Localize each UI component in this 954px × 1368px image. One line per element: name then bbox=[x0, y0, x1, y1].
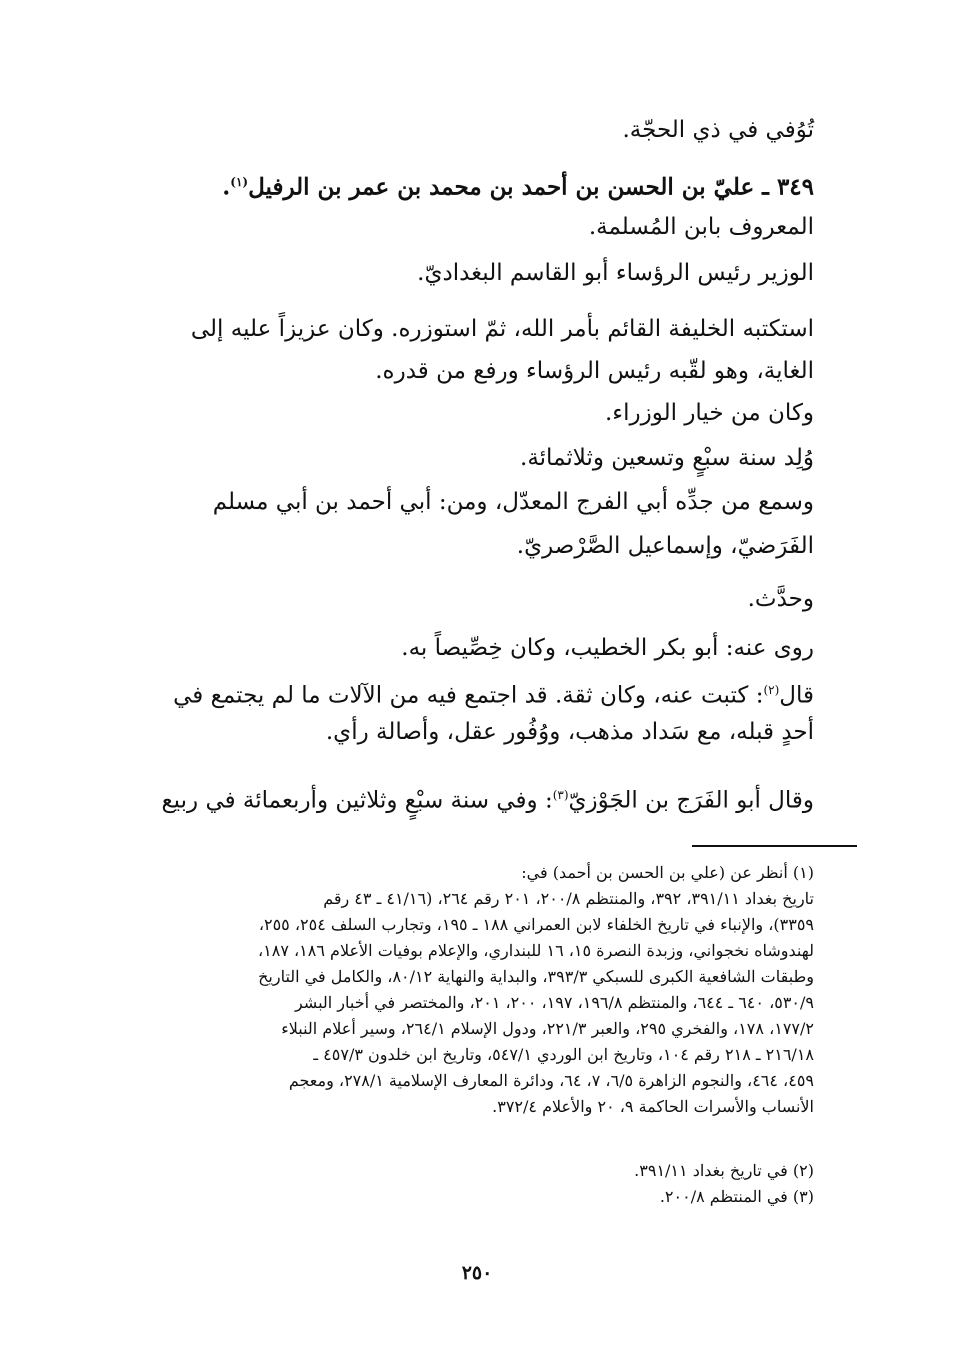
footnote-1-line-4: لهندوشاه نخجواني، وزبدة النصرة ١٥، ١٦ للبنداري، والإعلام بوفيات الأعلام ١٨٦، ١٨٧، bbox=[257, 941, 814, 960]
text-line-5: استكتبه الخليفة القائم بأمر الله، ثمّ استوزره. وكان عزيزاً عليه إلى bbox=[190, 316, 814, 342]
footnote-1-line-6: ٥٣٠/٩، ٦٤٠ ـ ٦٤٤، والمنتظم ١٩٦/٨، ١٩٧، ٢٠٠، ٢٠١، والمختصر في أخبار البشر bbox=[294, 993, 814, 1012]
footnote-1-line-8: ٢١٦/١٨ ـ ٢١٨ رقم ١٠٤، وتاريخ ابن الوردي ٥٤٧/١، وتاريخ ابن خلدون ٤٥٧/٣ ـ bbox=[313, 1045, 814, 1064]
footnote-1-line-2: تاريخ بغداد ٣٩١/١١، ٣٩٢، والمنتظم ٢٠٠/٨، ٢٠١ رقم ٢٦٤، (٤١/١٦ ـ ٤٣ رقم bbox=[323, 889, 814, 908]
text-line-12: روى عنه: أبو بكر الخطيب، وكان خِصِّيصاً به. bbox=[401, 635, 814, 661]
text-line-7: وكان من خيار الوزراء. bbox=[605, 400, 814, 426]
text-line-13 bbox=[173, 675, 814, 711]
footnote-1-heading: (١) أنظر عن (علي بن الحسن بن أحمد) في: bbox=[521, 863, 814, 882]
footnote-divider bbox=[692, 845, 857, 847]
text-line-10: الفَرَضيّ، وإسماعيل الصَّرْصريّ. bbox=[516, 533, 814, 559]
footnote-ref-2: (٢) bbox=[763, 683, 780, 697]
text-line-3: المعروف بابن المُسلمة. bbox=[588, 214, 814, 240]
text-line-13-rest: : كتبت عنه، وكان ثقة. قد اجتمع فيه من الآلات ما لم يجتمع في bbox=[173, 682, 764, 709]
text-line-4: الوزير رئيس الرؤساء أبو القاسم البغداديّ. bbox=[417, 260, 814, 286]
text-line-6: الغاية، وهو لقّبه رئيس الرؤساء ورفع من قدره. bbox=[375, 358, 814, 384]
footnote-1-line-7: ١٧٧/٢، ١٧٨، والفخري ٢٩٥، والعبر ٢٢١/٣، ودول الإسلام ٢٦٤/١، وسير أعلام النبلاء bbox=[281, 1019, 814, 1038]
text-line-11: وحدَّث. bbox=[747, 586, 814, 612]
footnote-1-line-10: الأنساب والأسرات الحاكمة ٩، ٢٠ والأعلام ٣٧٢/٤. bbox=[492, 1097, 814, 1116]
text-line-9: وسمع من جدِّه أبي الفرج المعدّل، ومن: أبي أحمد بن أبي مسلم bbox=[212, 489, 814, 515]
footnote-3: (٣) في المنتظم ٢٠٠/٨. bbox=[659, 1187, 814, 1206]
entry-heading bbox=[222, 167, 814, 203]
footnote-ref-3: (٣) bbox=[552, 788, 569, 802]
text-line-14: أحدٍ قبله، مع سَداد مذهب، ووُفُور عقل، وأصالة رأي. bbox=[325, 719, 814, 745]
text-line-13-start: قال bbox=[779, 682, 814, 709]
text-line-15-rest: : وفي سنة سبْعٍ وثلاثين وأربعمائة في ربيع bbox=[161, 787, 553, 814]
text-line-15-start: وقال أبو الفَرَج بن الجَوْزيّ bbox=[568, 787, 814, 814]
footnote-1-line-9: ٤٥٩، ٤٦٤، والنجوم الزاهرة ٦/٥، ٧، ٦٤، ودائرة المعارف الإسلامية ٢٧٨/١، ومعجم bbox=[288, 1071, 814, 1090]
page-number: ٢٥٠ bbox=[461, 1262, 493, 1284]
footnote-ref-1: (١) bbox=[230, 175, 249, 189]
text-line-15 bbox=[161, 780, 814, 816]
footnote-1-line-3: ٣٣٥٩)، والإنباء في تاريخ الخلفاء لابن العمراني ١٨٨ ـ ١٩٥، وتجارب السلف ٢٥٤، ٢٥٥، bbox=[258, 915, 814, 934]
entry-title: ٣٤٩ ـ عليّ بن الحسن بن أحمد بن محمد بن عمر بن الرفيل bbox=[248, 173, 814, 201]
footnote-1-line-5: وطبقات الشافعية الكبرى للسبكي ٣٩٣/٣، والبداية والنهاية ٨٠/١٢، والكامل في التاريخ bbox=[258, 967, 814, 986]
footnote-2: (٢) في تاريخ بغداد ٣٩١/١١. bbox=[634, 1161, 814, 1180]
text-line-1: تُوُفي في ذي الحجّة. bbox=[622, 117, 814, 143]
text-line-8: وُلِد سنة سبْعٍ وتسعين وثلاثمائة. bbox=[520, 445, 814, 471]
entry-title-end: . bbox=[222, 173, 231, 201]
